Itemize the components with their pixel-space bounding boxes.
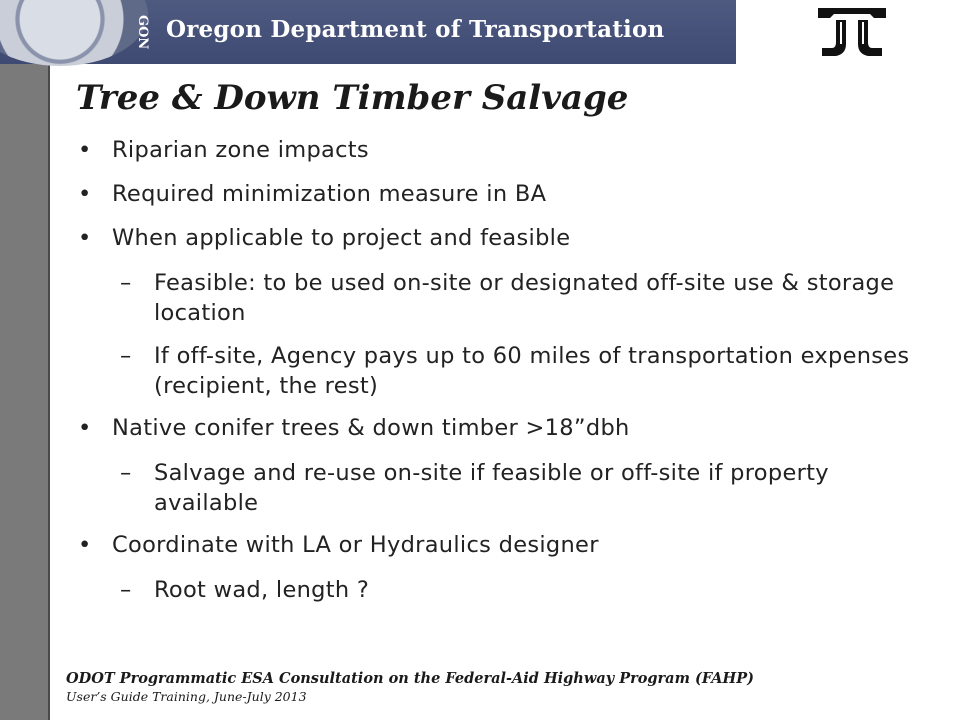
seal-label: GON — [135, 14, 150, 50]
sub-bullet-dash: – — [120, 577, 132, 603]
bullet-text: Coordinate with LA or Hydraulics designer — [112, 532, 599, 558]
organization-name: Oregon Department of Transportation — [166, 16, 665, 43]
bullet-item — [78, 136, 938, 164]
header-banner — [0, 0, 736, 64]
left-side-bar — [0, 0, 50, 720]
footer-program-title: ODOT Programmatic ESA Consultation on the Federal-Aid Highway Program (FAHP) — [66, 670, 754, 687]
bullet-item — [78, 531, 938, 559]
bullet-list — [78, 136, 938, 618]
sub-bullet-text: Feasible: to be used on-site or designated off-site use & storage location — [154, 270, 895, 326]
sub-bullet-item — [78, 268, 938, 328]
footer-training-date: User’s Guide Training, June-July 2013 — [66, 689, 307, 704]
bullet-dot: • — [78, 415, 92, 441]
slide-footer — [66, 670, 946, 704]
sub-bullet-text: Salvage and re-use on-site if feasible or off-site if property available — [154, 460, 829, 516]
sub-bullet-item — [78, 341, 938, 401]
bullet-text: Native conifer trees & down timber >18”dbh — [112, 415, 630, 441]
bullet-dot: • — [78, 225, 92, 251]
sub-bullet-text: If off-site, Agency pays up to 60 miles of transportation expenses (recipient, the rest) — [154, 343, 910, 399]
bullet-text: Riparian zone impacts — [112, 137, 369, 163]
bullet-dot: • — [78, 532, 92, 558]
slide-title: Tree & Down Timber Salvage — [76, 78, 629, 118]
bullet-item — [78, 180, 938, 208]
sub-bullet-item — [78, 575, 938, 605]
sub-bullet-dash: – — [120, 343, 132, 369]
bullet-text: When applicable to project and feasible — [112, 225, 571, 251]
bullet-dot: • — [78, 137, 92, 163]
sub-bullet-dash: – — [120, 270, 132, 296]
sub-bullet-item — [78, 458, 938, 518]
sub-bullet-dash: – — [120, 460, 132, 486]
bullet-dot: • — [78, 181, 92, 207]
bullet-item — [78, 224, 938, 252]
odot-logo-icon — [814, 4, 890, 62]
sub-bullet-text: Root wad, length ? — [154, 577, 370, 603]
bullet-item — [78, 414, 938, 442]
bullet-text: Required minimization measure in BA — [112, 181, 547, 207]
